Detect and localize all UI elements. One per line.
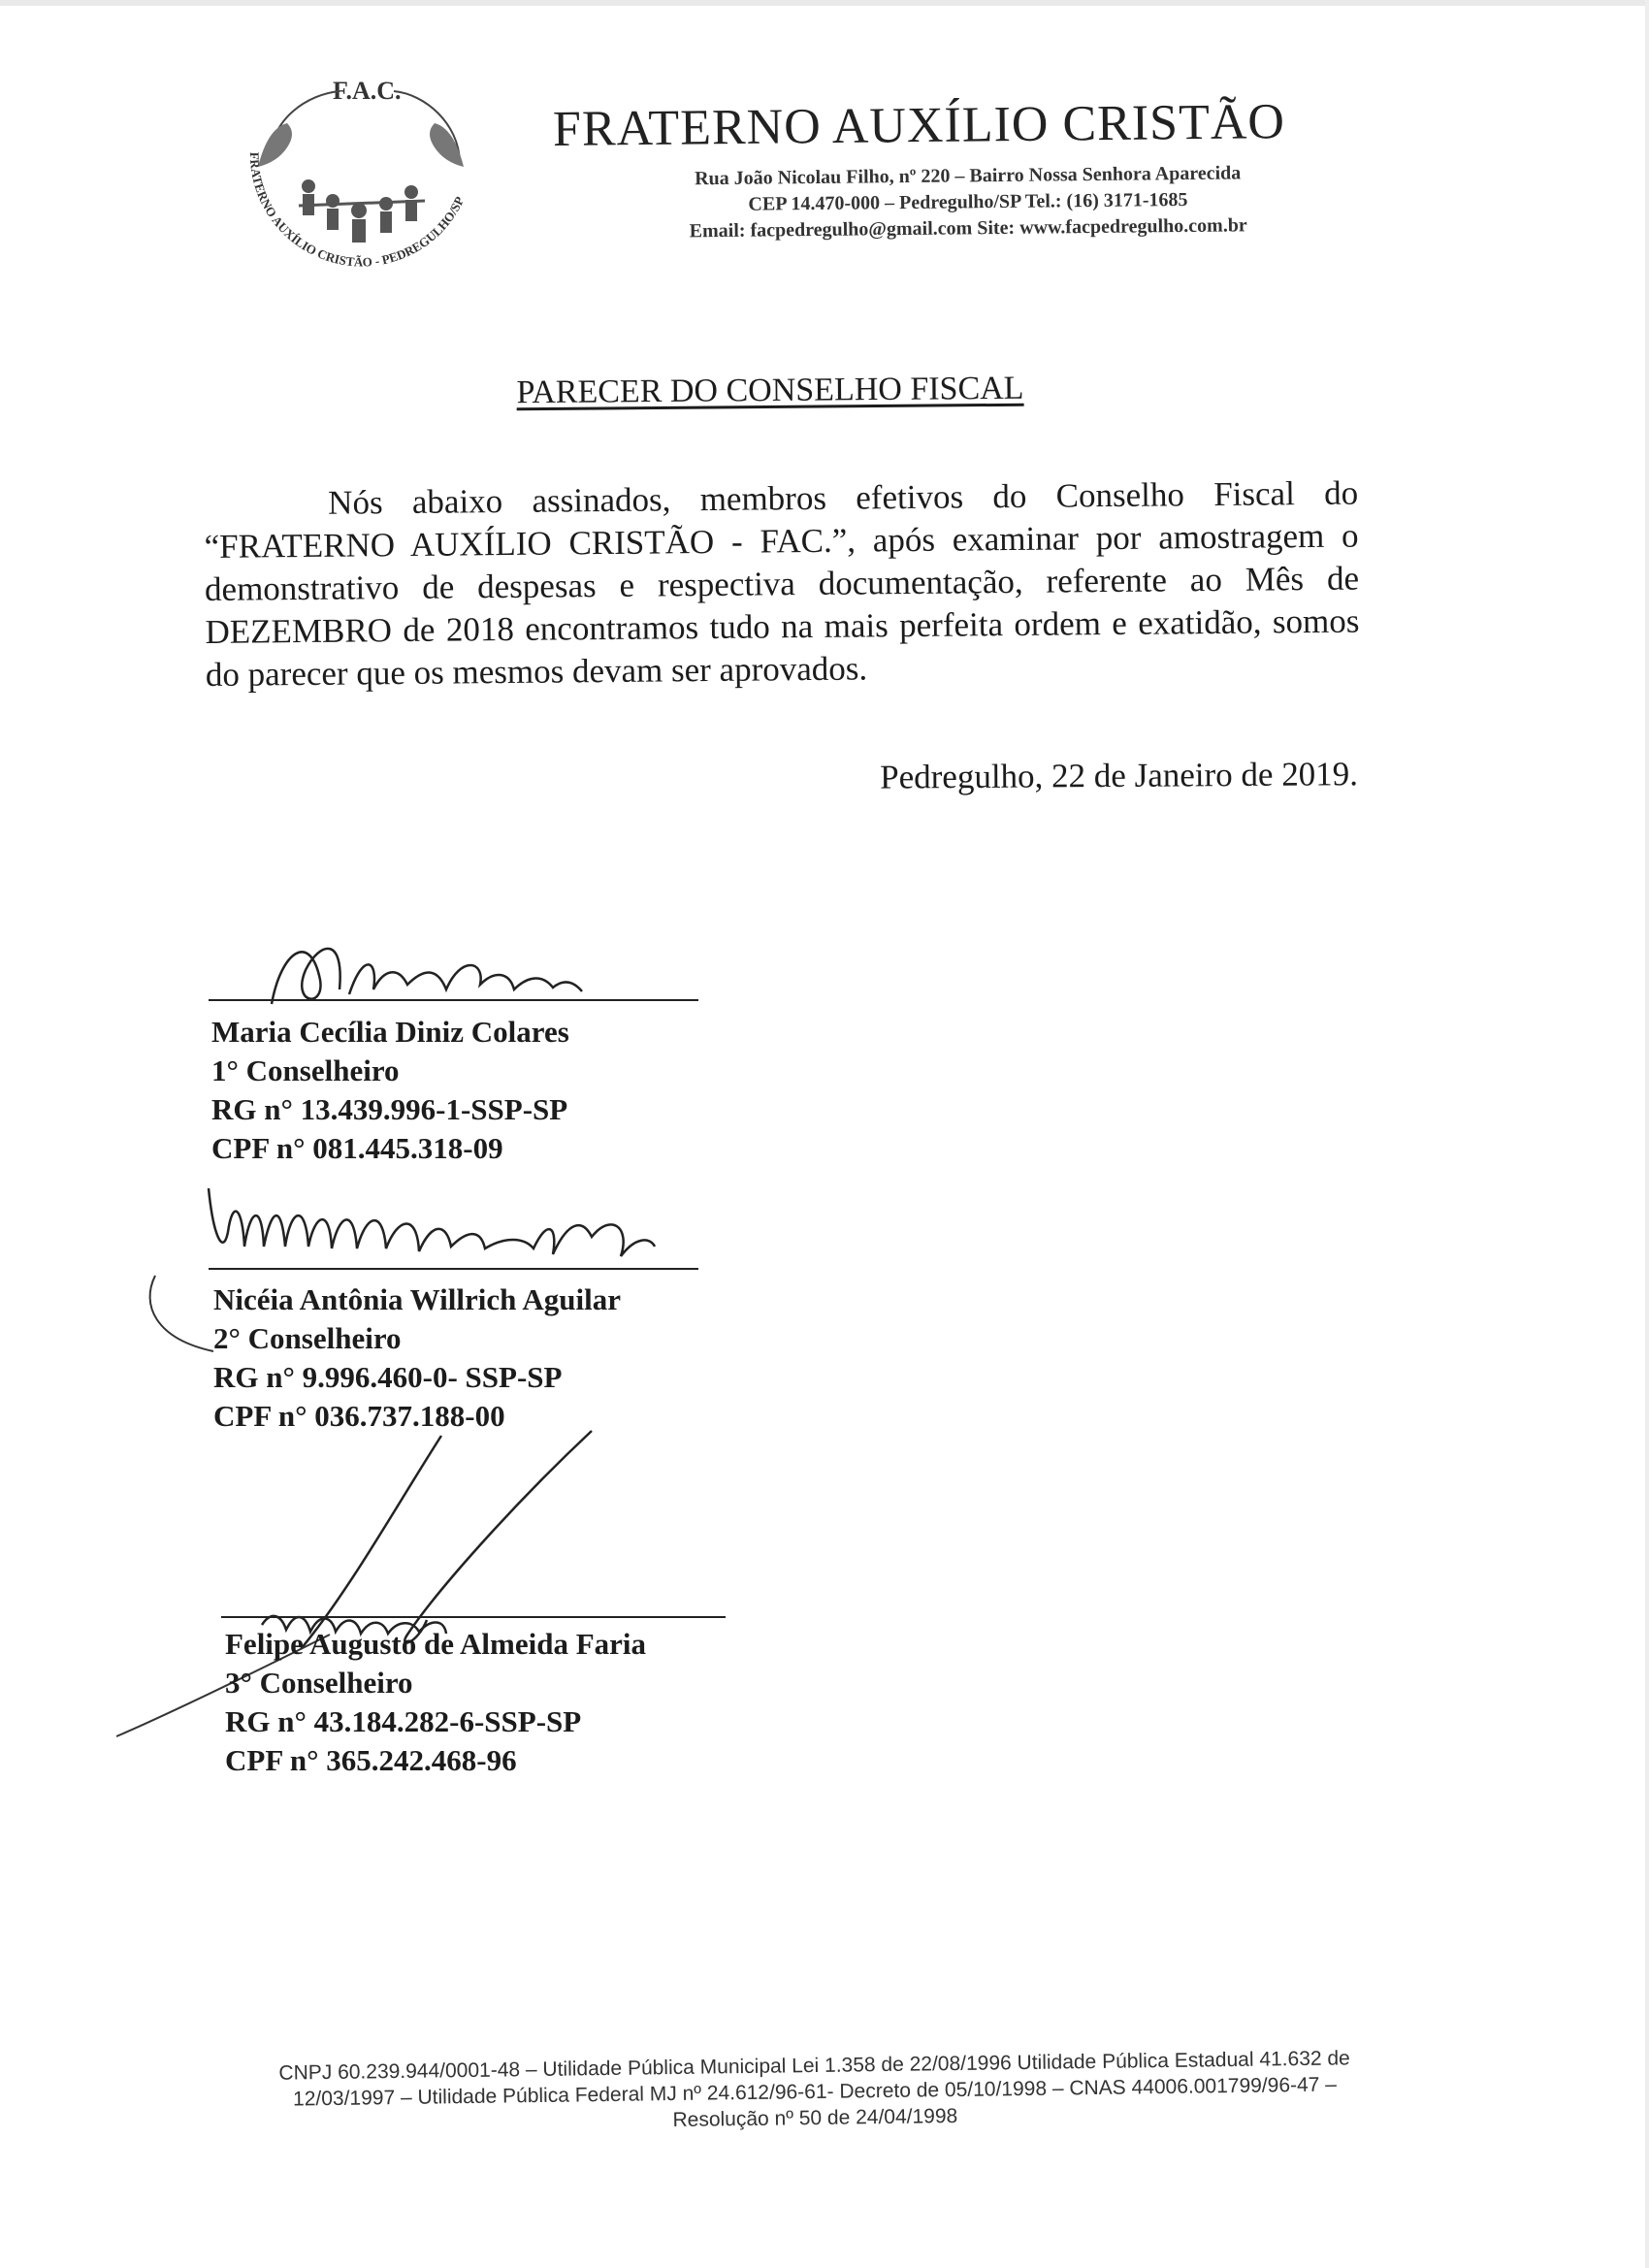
signatory-2-rg: RG n° 9.996.460-0- SSP-SP xyxy=(213,1360,563,1394)
signatory-2-role: 2° Conselheiro xyxy=(213,1321,402,1355)
signatory-1-role: 1° Conselheiro xyxy=(211,1053,400,1087)
signature-1 xyxy=(252,912,601,1019)
footer-legal-info xyxy=(222,2044,1406,2139)
footer-line-1: CNPJ 60.239.944/0001-48 – Utilidade Pública Municipal Lei 1.358 de 22/08/1996 Utilidade Pública Estadual 41.632 de xyxy=(278,2047,1350,2085)
address-line: Rua João Nicolau Filho, nº 220 – Bairro Nossa Senhora Aparecida xyxy=(695,162,1242,190)
signatory-2-cpf: CPF n° 036.737.188-00 xyxy=(213,1399,505,1433)
signatory-3-role: 3° Conselheiro xyxy=(225,1666,413,1700)
signatory-2 xyxy=(213,1280,621,1436)
signatory-3 xyxy=(225,1625,646,1780)
scan-edge-right xyxy=(1645,0,1649,2268)
svg-text:F.A.C.: F.A.C. xyxy=(333,77,402,105)
signature-line-1 xyxy=(209,999,698,1001)
signatory-3-cpf: CPF n° 365.242.468-96 xyxy=(225,1743,517,1777)
body-paragraph xyxy=(204,472,1360,697)
body-text: Nós abaixo assinados, membros efetivos do Conselho Fiscal do “FRATERNO AUXÍLIO CRISTÃO - FAC.”, após examinar por amostragem o demonstrativo de despesas e respectiva documentação, referente ao Mês de DEZEMBRO de 2018 encontramos tudo na mais perfeita ordem e exatidão, somos do parecer que os mesmos devam ser aprovados. xyxy=(204,473,1360,694)
date-line: Pedregulho, 22 de Janeiro de 2019. xyxy=(880,755,1359,796)
svg-text:FRATERNO AUXÍLIO CRISTÃO - PED: FRATERNO AUXÍLIO CRISTÃO - PEDREGULHO/SP xyxy=(246,151,468,270)
signatory-1-cpf: CPF n° 081.445.318-09 xyxy=(211,1131,503,1165)
cep-phone-line: CEP 14.470-000 – Pedregulho/SP Tel.: (16) 3171-1685 xyxy=(748,188,1188,215)
footer-line-3: Resolução nº 50 de 24/04/1998 xyxy=(672,2104,958,2132)
email-site-line: Email: facpedregulho@gmail.com Site: www.facpedregulho.com.br xyxy=(689,214,1247,243)
organization-name: FRATERNO AUXÍLIO CRISTÃO xyxy=(552,94,1286,157)
scan-edge-top xyxy=(0,0,1649,6)
signature-line-2 xyxy=(209,1268,698,1270)
signatory-3-rg: RG n° 43.184.282-6-SSP-SP xyxy=(225,1704,582,1738)
fac-logo xyxy=(231,70,493,303)
signature-line-3 xyxy=(221,1616,726,1618)
signatory-1-name: Maria Cecília Diniz Colares xyxy=(211,1015,569,1049)
document-title: PARECER DO CONSELHO FISCAL xyxy=(516,370,1024,411)
signatory-2-name: Nicéia Antônia Willrich Aguilar xyxy=(213,1282,621,1316)
signatory-1-rg: RG n° 13.439.996-1-SSP-SP xyxy=(211,1092,568,1126)
organization-contact xyxy=(629,160,1309,245)
footer-line-2: 12/03/1997 – Utilidade Pública Federal MJ nº 24.612/96-61- Decreto de 05/10/1998 – CNAS 44006.001799/96-47 – xyxy=(292,2073,1338,2111)
signatory-3-name: Felipe Augusto de Almeida Faria xyxy=(225,1627,646,1661)
signatory-1 xyxy=(211,1013,569,1168)
